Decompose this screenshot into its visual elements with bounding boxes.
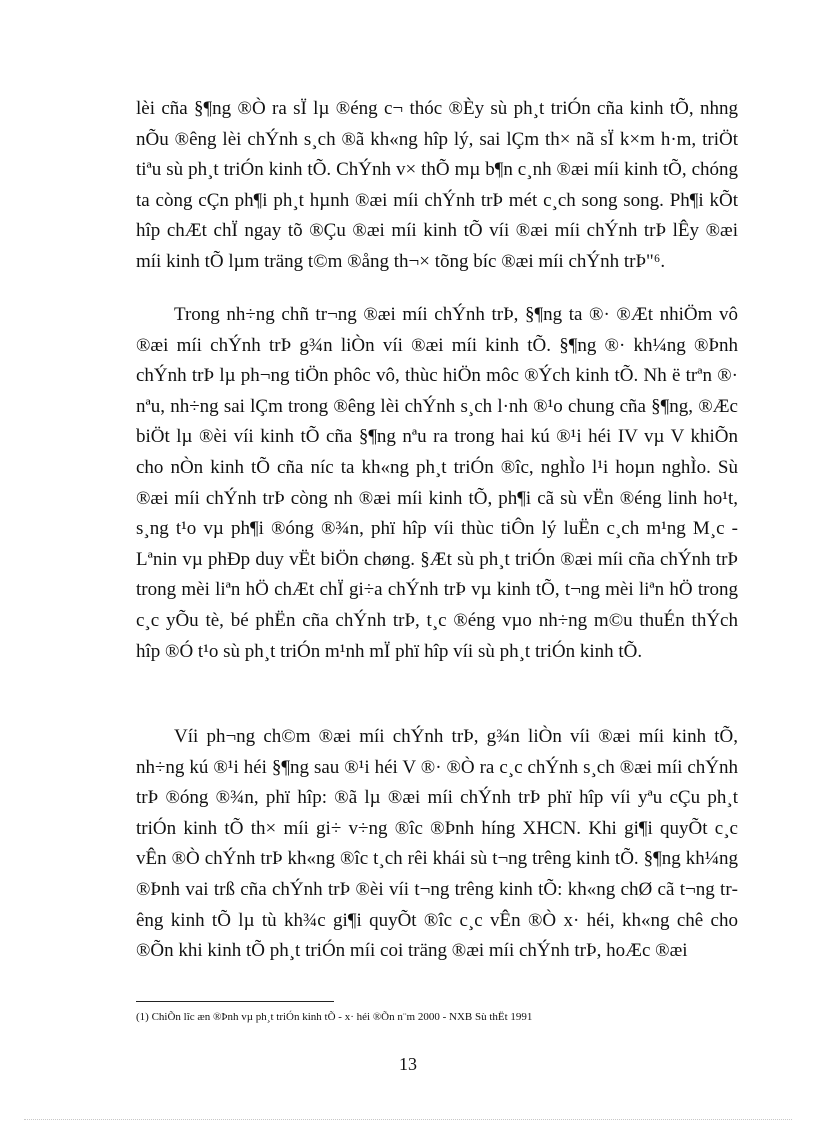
paragraph-1: lèi cña §¶ng ®Ò ra sÏ lµ ®éng c¬ thóc ®Èy sù ph¸t triÓn cña kinh tÕ, nhng nÕu ®êng lèi chÝnh s¸ch ®ã kh«ng hîp lý, sai lÇm th× nã sÏ k×m h·m, triÖt tiªu sù ph¸t triÓn kinh tÕ. ChÝnh v× thÕ mµ b¶n c¸nh ®æi míi kinh tÕ, chóng ta còng cÇn ph¶i ph¸t hµnh ®æi míi chÝnh trÞ mét c¸ch song song. Ph¶i kÕt hîp chÆt chÏ ngay tõ ®Çu ®æi míi kinh tÕ víi ®æi míi chÝnh trÞ lÊy ®æi míi kinh tÕ lµm träng t©m ®ång th¬× tõng bíc ®æi míi chÝnh trÞ"⁶.: [136, 98, 738, 272]
paragraph-2: Trong nh÷ng chñ tr¬ng ®æi míi chÝnh trÞ, §¶ng ta ®· ®Æt nhiÖm vô ®æi míi chÝnh trÞ g¾n liÒn víi ®æi míi kinh tÕ. §¶ng ®· kh¼ng ®Þnh chÝnh trÞ lµ ph¬ng tiÖn phôc vô, thùc hiÖn môc ®Ých kinh tÕ. Nh ë trªn ®· nªu, nh÷ng sai lÇm trong ®êng lèi chÝnh s¸ch l·nh ®¹o chung cña §¶ng, ®Æc biÖt lµ ®èi víi kinh tÕ cña §¶ng nªu ra trong hai kú ®¹i héi IV vµ V khiÕn cho nÒn kinh tÕ cña níc ta kh«ng ph¸t triÓn ®îc, nghÌo l¹i hoµn nghÌo. Sù ®æi míi chÝnh trÞ còng nh ®æi míi kinh tÕ, ph¶i cã sù vËn ®éng linh ho¹t, s¸ng t¹o vµ ph¶i ®óng ®¾n, phï hîp víi thùc tiÔn lý luËn c¸ch m¹ng M¸c - Lªnin vµ phÐp duy vËt biÖn chøng. §Æt sù ph¸t triÓn ®æi míi cña chÝnh trÞ trong mèi liªn hÖ chÆt chÏ gi÷a chÝnh trÞ vµ kinh tÕ, t¬ng mèi liªn hÖ trong c¸c yÕu tè, bé phËn cña chÝnh trÞ, t¸c ®éng vµo nh÷ng m©u thuÉn thÝch hîp ®Ó t¹o sù ph¸t triÓn m¹nh mÏ phï hîp víi sù ph¸t triÓn kinh tÕ.: [136, 304, 738, 662]
footnote: (1) ChiÕn lîc æn ®Þnh vµ ph¸t triÓn kinh tÕ - x· héi ®Õn n¨m 2000 - NXB Sù thËt 1991: [136, 1011, 533, 1023]
page-bottom-border: [24, 1119, 792, 1120]
footnote-divider: [136, 1001, 334, 1002]
paragraph-3: Víi ph¬ng ch©m ®æi míi chÝnh trÞ, g¾n liÒn víi ®æi míi kinh tÕ, nh÷ng kú ®¹i héi §¶ng sau ®¹i héi V ®· ®Ò ra c¸c chÝnh s¸ch ®æi míi chÝnh trÞ ®óng ®¾n, phï hîp: ®ã lµ ®æi míi chÝnh trÞ phï hîp víi yªu cÇu ph¸t triÓn kinh tÕ th× míi gi÷ v÷ng ®îc ®Þnh híng XHCN. Khi gi¶i quyÕt c¸c vÊn ®Ò chÝnh trÞ kh«ng ®îc t¸ch rêi khái sù t¬ng trêng kinh tÕ. §¶ng kh¼ng ®Þnh vai trß cña chÝnh trÞ ®èi víi t¬ng trêng kinh tÕ: kh«ng chØ cã t¬ng trêng kinh tÕ lµ tù kh¾c gi¶i quyÕt ®îc c¸c vÊn ®Ò x· héi, kh«ng chê cho ®Õn khi kinh tÕ ph¸t triÓn míi coi träng ®æi míi chÝnh trÞ, hoÆc ®æi: [136, 726, 738, 962]
page-number: 13: [399, 1054, 417, 1074]
